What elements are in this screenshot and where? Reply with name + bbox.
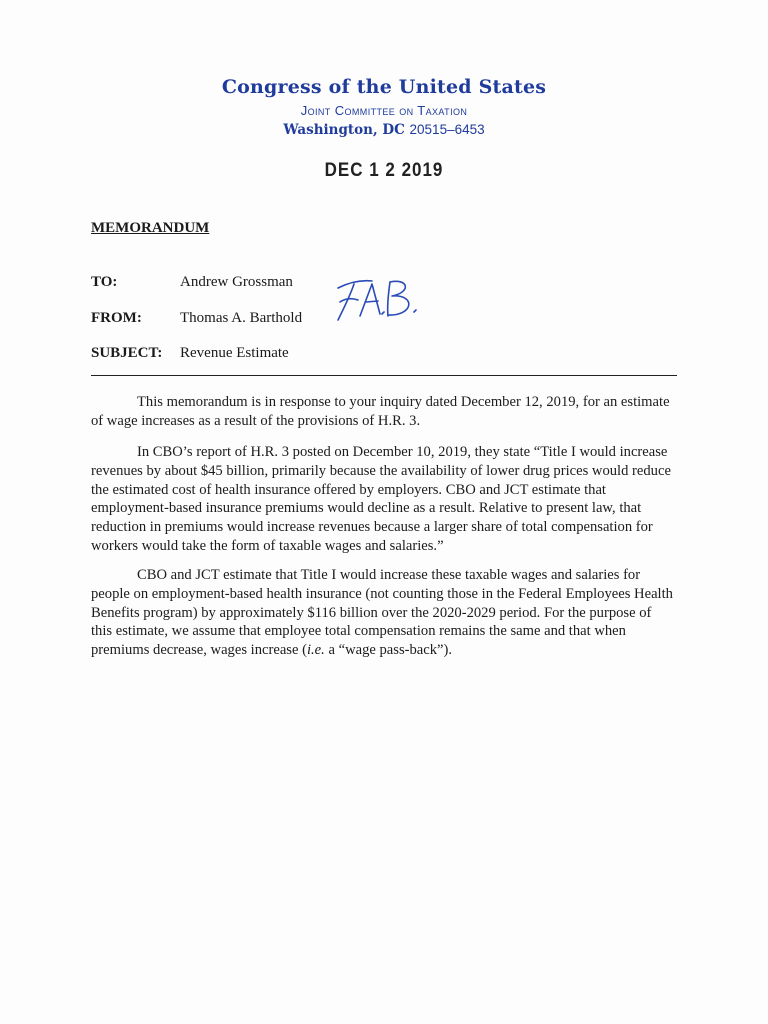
letterhead-committee: Joint Committee on Taxation bbox=[300, 103, 468, 118]
paragraph-2-text: In CBO’s report of H.R. 3 posted on December 10, 2019, they state “Title I would increase revenues by about $45 billion, primarily because the availability of lower drug prices would reduce the estimated cost of health insurance offered by employers. CBO and JCT estimate that employment-based insurance premiums would decline as a result. Relative to present law, that reduction in premiums would increase revenues because a larger share of total compensation for workers would take the form of taxable wages and salaries.” bbox=[91, 444, 671, 554]
date-stamp: DEC 1 2 2019 bbox=[324, 158, 444, 181]
subject-value: Revenue Estimate bbox=[180, 345, 289, 361]
paragraph-2 bbox=[91, 443, 675, 556]
from-value: Thomas A. Barthold bbox=[180, 310, 303, 326]
subject-label: SUBJECT: bbox=[91, 345, 163, 361]
paragraph-3 bbox=[91, 566, 675, 660]
memo-heading: MEMORANDUM bbox=[91, 220, 210, 236]
header-divider bbox=[91, 375, 677, 376]
letterhead-title: Congress of the United States bbox=[221, 76, 547, 98]
paragraph-3-text-start: CBO and JCT estimate that Title I would increase these taxable wages and salaries for people on employment-based health insurance (not counting those in the Federal Employees Health Benefits program) by approximately $116 billion over the 2020-2029 period. For the purpose of this estimate, we assume that employee total compensation remains the same and that when premiums decrease, wages increase ( bbox=[91, 567, 673, 659]
paragraph-1 bbox=[91, 393, 675, 431]
letterhead-zip: 20515–6453 bbox=[409, 122, 485, 137]
paragraph-3-italic: i.e. bbox=[306, 642, 325, 659]
from-label: FROM: bbox=[91, 310, 142, 326]
letterhead-city: Washington, DC bbox=[283, 122, 405, 138]
handwritten-signature bbox=[330, 268, 430, 333]
paragraph-1-text: This memorandum is in response to your inquiry dated December 12, 2019, for an estimate of wage increases as a result of the provisions of H.R. 3. bbox=[91, 394, 670, 429]
signature-scribble bbox=[330, 268, 430, 328]
to-value: Andrew Grossman bbox=[180, 274, 293, 290]
to-label: TO: bbox=[91, 274, 118, 290]
letterhead-address bbox=[0, 122, 768, 138]
paragraph-3-text-end: a “wage pass-back”). bbox=[324, 642, 453, 659]
